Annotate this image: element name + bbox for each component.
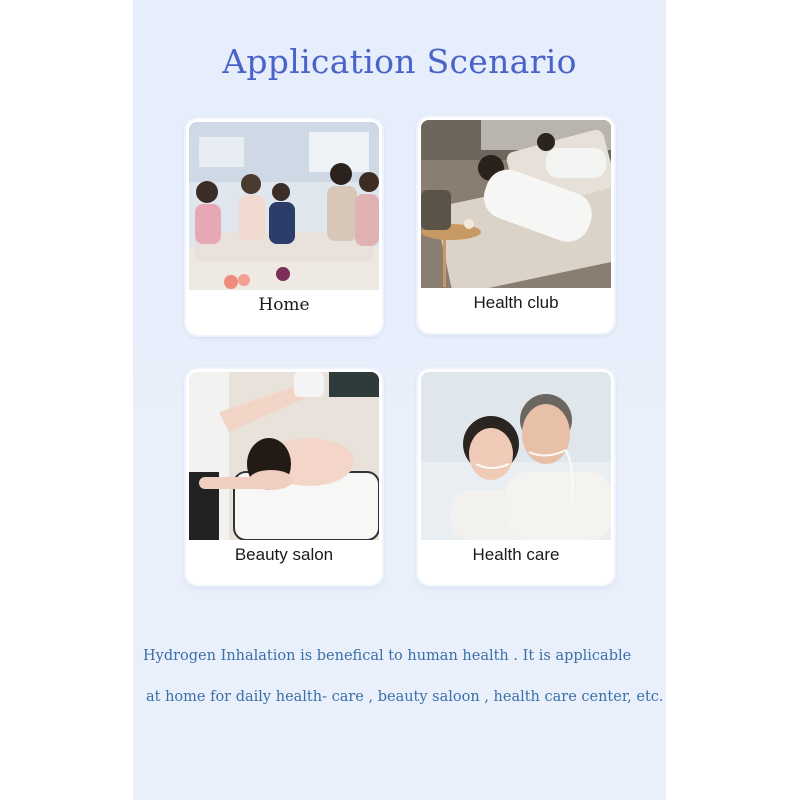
description-line-1: Hydrogen Inhalation is benefical to human health . It is applicable (143, 648, 632, 664)
page-title: Application Scenario (222, 42, 577, 81)
card-label: Home (258, 295, 310, 315)
beauty-salon-photo (189, 372, 379, 540)
application-scenario-panel (133, 0, 666, 800)
card-health-care[interactable] (418, 369, 614, 585)
card-home[interactable] (186, 119, 382, 335)
description-line-2: at home for daily health- care , beauty saloon , health care center, etc. (146, 689, 664, 705)
card-beauty-salon[interactable] (186, 369, 382, 585)
card-label: Health care (472, 545, 560, 564)
home-family-photo (189, 122, 379, 290)
card-label: Beauty salon (234, 545, 334, 564)
card-health-club[interactable] (418, 117, 614, 333)
card-label: Health club (473, 293, 559, 312)
health-club-photo (421, 120, 611, 288)
health-care-photo (421, 372, 611, 540)
